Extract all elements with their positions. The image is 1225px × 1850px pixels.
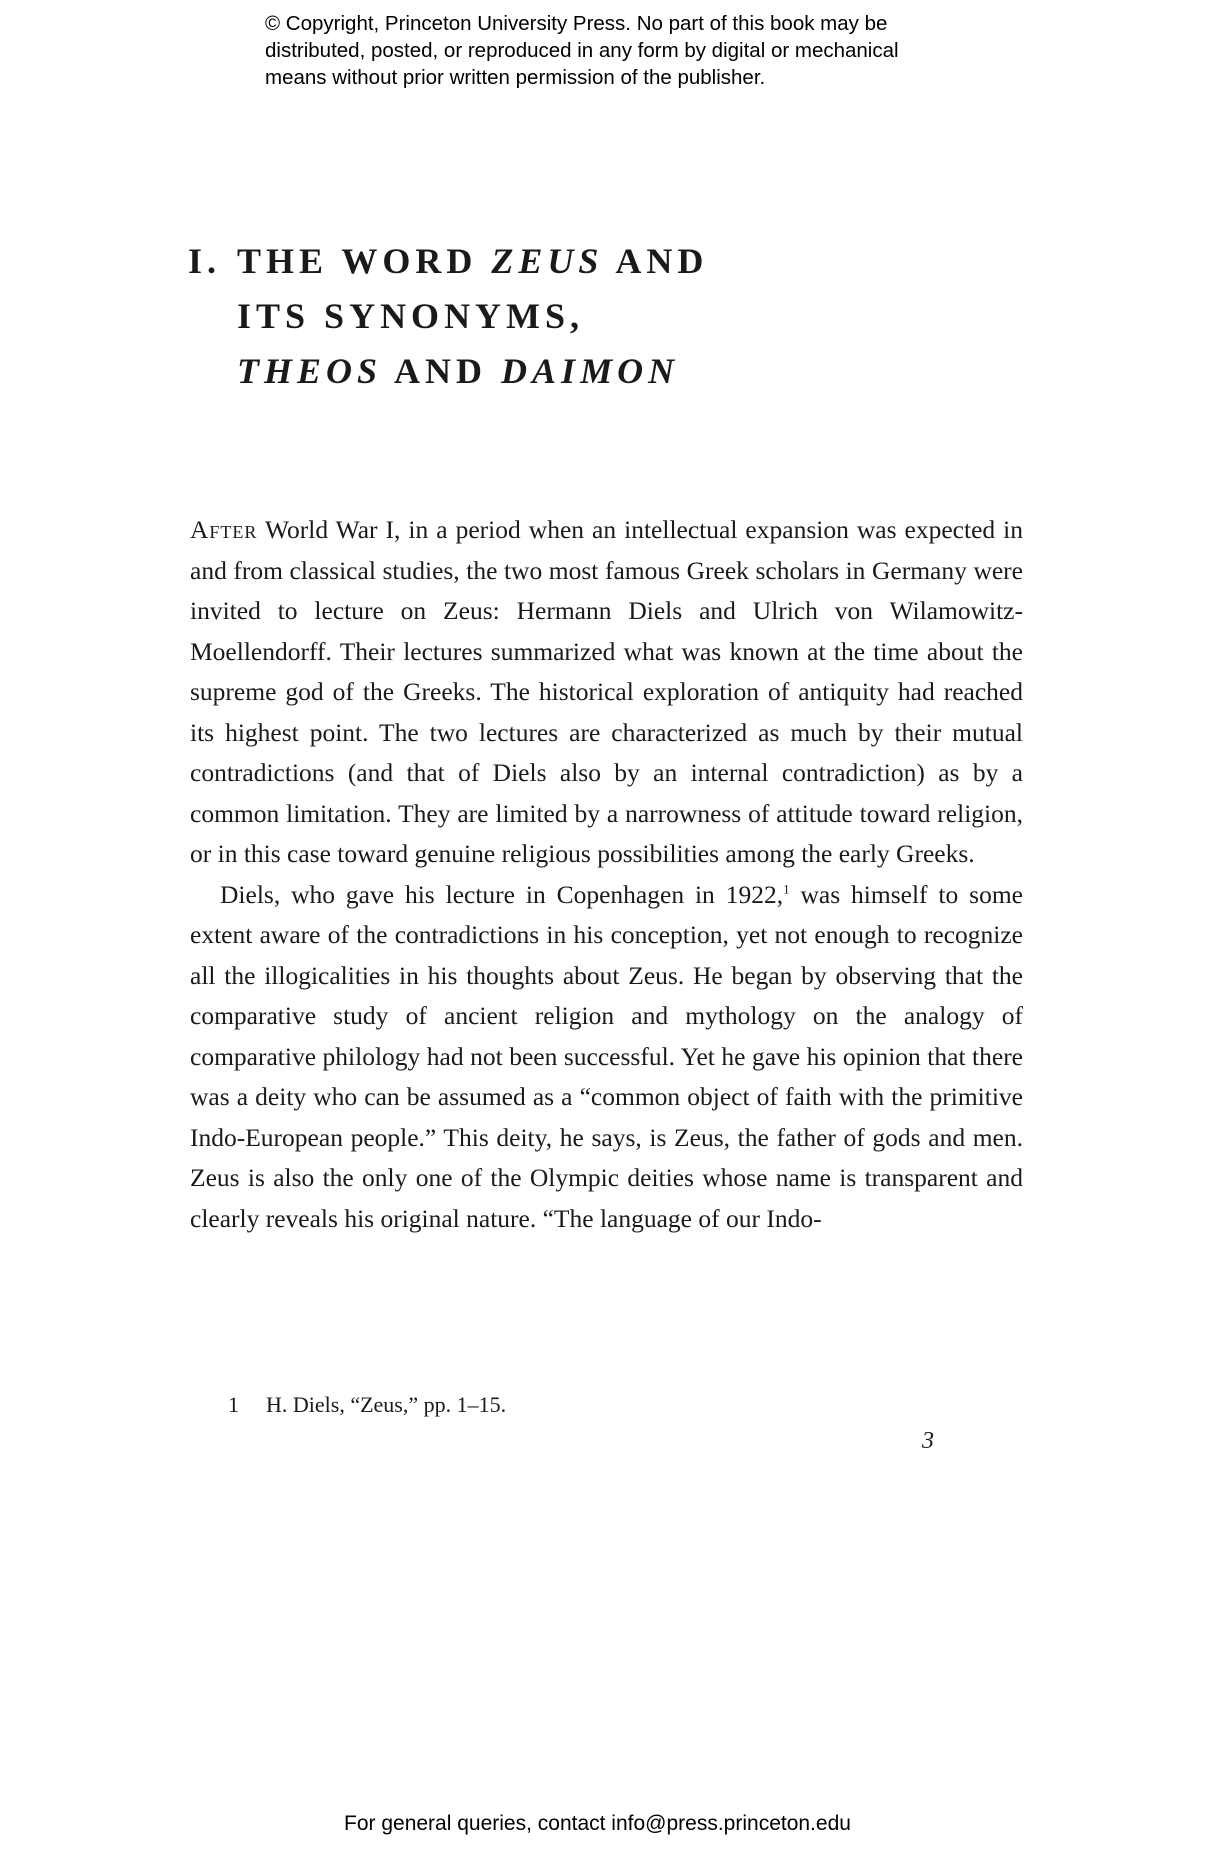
lead-word: After [190,515,258,544]
copyright-notice [265,10,1025,91]
title-zeus: ZEUS [491,241,604,281]
copyright-line-3: means without prior written permission of the publisher. [265,66,766,89]
footnote-number: 1 [228,1392,239,1417]
chapter-title-line-2: ITS SYNONYMS, [237,296,585,336]
body-text [190,510,1023,1239]
chapter-number: I. [188,241,222,281]
paragraph-1: After World War I, in a period when an intellectual expansion was expected in and from classical studies, the two most famous Greek scholars in Germany were invited to lecture on Zeus: Hermann Diels and Ulrich von Wilamowitz-Moellendorff. Their lectures summarized what was known at the time about the supreme god of the Greeks. The historical exploration of antiquity had reached its highest point. The two lectures are characterized as much by their mutual contradictions (and that of Diels also by an internal contradiction) as by a common limitation. They are limited by a narrowness of attitude toward religion, or in this case toward genuine religious possibilities among the early Greeks. [190,515,1023,868]
footnote-reference[interactable]: 1 [783,881,790,896]
title-daimon: DAIMON [501,351,680,391]
paragraph-2: Diels, who gave his lecture in Copenhagen in 1922,$^1$ was himself to some extent aware of the contradictions in his conception, yet not enough to recognize all the illogicalities in his thoughts about Zeus. He began by observing that the comparative study of ancient religion and mythology on the analogy of comparative philology had not been successful. Yet he gave his opinion that there was a deity who can be assumed as a “common object of faith with the primitive Indo-European people.” This deity, he says, is Zeus, the father of gods and men. Zeus is also the only one of the Olympic deities whose name is transparent and clearly reveals his original nature. “The language of our Indo- [190,879,1023,1233]
chapter-title-line-1: I. THE WORD ZEUS AND [188,234,708,289]
copyright-line-1: © Copyright, Princeton University Press. No part of this book may be [265,12,888,35]
title-theos: THEOS [237,351,383,391]
chapter-title-line-3: THEOS AND DAIMON [237,351,680,391]
chapter-title [188,234,708,399]
footnote-text: H. Diels, “Zeus,” pp. 1–15. [266,1392,507,1417]
page-number: 3 [922,1428,934,1454]
copyright-line-2: distributed, posted, or reproduced in any form by digital or mechanical [265,39,899,62]
footnote [228,1392,506,1418]
contact-note: For general queries, contact info@press.princeton.edu [344,1812,851,1835]
